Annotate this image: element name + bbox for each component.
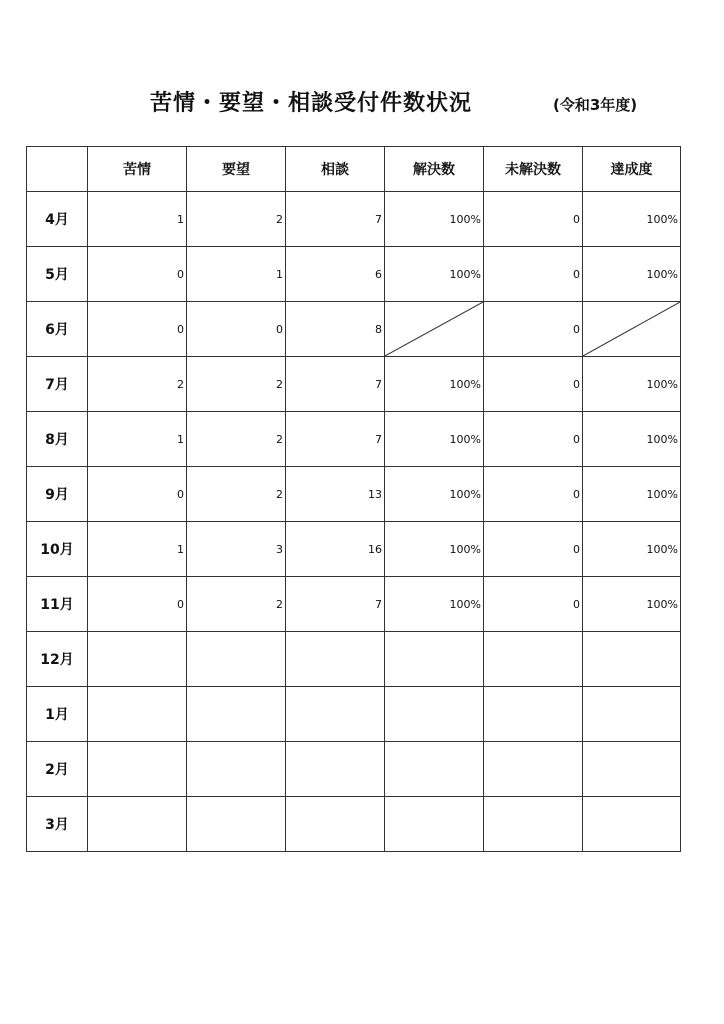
tassei-cell: 100% xyxy=(583,357,681,412)
kujo-cell: 0 xyxy=(88,577,187,632)
table-row xyxy=(27,192,681,247)
kujo-cell: 2 xyxy=(88,357,187,412)
sodan-cell xyxy=(286,742,385,797)
sodan-cell: 7 xyxy=(286,412,385,467)
header-kaiketsu: 解決数 xyxy=(385,147,484,192)
tassei-cell xyxy=(583,742,681,797)
kaiketsu-cell xyxy=(385,632,484,687)
table-row xyxy=(27,687,681,742)
kujo-cell: 1 xyxy=(88,522,187,577)
fiscal-year-label: (令和3年度) xyxy=(553,96,638,114)
kujo-cell xyxy=(88,797,187,852)
yobo-cell: 3 xyxy=(187,522,286,577)
month-cell: 5月 xyxy=(27,247,88,302)
tassei-cell xyxy=(583,797,681,852)
diagonal-slash-line xyxy=(385,302,483,356)
header-yobo: 要望 xyxy=(187,147,286,192)
table-row xyxy=(27,302,681,357)
month-cell: 9月 xyxy=(27,467,88,522)
month-cell: 4月 xyxy=(27,192,88,247)
yobo-cell: 2 xyxy=(187,412,286,467)
sodan-cell: 8 xyxy=(286,302,385,357)
kaiketsu-cell: 100% xyxy=(385,412,484,467)
tassei-cell: 100% xyxy=(583,247,681,302)
kaiketsu-cell: 100% xyxy=(385,577,484,632)
kujo-cell: 1 xyxy=(88,412,187,467)
header-mikaiketsu: 未解決数 xyxy=(484,147,583,192)
header-corner xyxy=(27,147,88,192)
mikaiketsu-cell: 0 xyxy=(484,412,583,467)
table-row xyxy=(27,522,681,577)
sodan-cell: 13 xyxy=(286,467,385,522)
sodan-cell: 16 xyxy=(286,522,385,577)
yobo-cell: 2 xyxy=(187,357,286,412)
kujo-cell: 0 xyxy=(88,302,187,357)
mikaiketsu-cell xyxy=(484,632,583,687)
tassei-cell: 100% xyxy=(583,577,681,632)
sodan-cell: 6 xyxy=(286,247,385,302)
tassei-cell: 100% xyxy=(583,467,681,522)
yobo-cell: 2 xyxy=(187,192,286,247)
month-cell: 6月 xyxy=(27,302,88,357)
month-cell: 7月 xyxy=(27,357,88,412)
tassei-cell xyxy=(583,632,681,687)
kaiketsu-cell: 100% xyxy=(385,467,484,522)
header-tassei: 達成度 xyxy=(583,147,681,192)
month-cell: 2月 xyxy=(27,742,88,797)
kaiketsu-cell xyxy=(385,742,484,797)
sodan-cell: 7 xyxy=(286,357,385,412)
table-row xyxy=(27,797,681,852)
tassei-cell: 100% xyxy=(583,522,681,577)
sodan-cell: 7 xyxy=(286,577,385,632)
kaiketsu-cell: 100% xyxy=(385,247,484,302)
kujo-cell: 1 xyxy=(88,192,187,247)
yobo-cell: 1 xyxy=(187,247,286,302)
sodan-cell xyxy=(286,797,385,852)
mikaiketsu-cell xyxy=(484,687,583,742)
mikaiketsu-cell xyxy=(484,797,583,852)
tassei-cell: 100% xyxy=(583,412,681,467)
table-row xyxy=(27,577,681,632)
mikaiketsu-cell xyxy=(484,742,583,797)
table-row xyxy=(27,632,681,687)
month-cell: 3月 xyxy=(27,797,88,852)
kaiketsu-cell xyxy=(385,797,484,852)
header-kujo: 苦情 xyxy=(88,147,187,192)
mikaiketsu-cell: 0 xyxy=(484,247,583,302)
table-row xyxy=(27,247,681,302)
document-title: 苦情・要望・相談受付件数状況 xyxy=(150,91,473,116)
header-row xyxy=(27,147,681,192)
kaiketsu-cell xyxy=(385,687,484,742)
month-cell: 12月 xyxy=(27,632,88,687)
yobo-cell: 0 xyxy=(187,302,286,357)
yobo-cell xyxy=(187,632,286,687)
mikaiketsu-cell: 0 xyxy=(484,357,583,412)
yobo-cell xyxy=(187,797,286,852)
kaiketsu-cell-slashed xyxy=(385,302,484,357)
yobo-cell: 2 xyxy=(187,577,286,632)
kujo-cell xyxy=(88,687,187,742)
kaiketsu-cell: 100% xyxy=(385,357,484,412)
kujo-cell xyxy=(88,632,187,687)
tassei-cell xyxy=(583,687,681,742)
month-cell: 8月 xyxy=(27,412,88,467)
kujo-cell xyxy=(88,742,187,797)
mikaiketsu-cell: 0 xyxy=(484,467,583,522)
table-row xyxy=(27,412,681,467)
mikaiketsu-cell: 0 xyxy=(484,577,583,632)
table-row xyxy=(27,742,681,797)
mikaiketsu-cell: 0 xyxy=(484,522,583,577)
kaiketsu-cell: 100% xyxy=(385,522,484,577)
yobo-cell: 2 xyxy=(187,467,286,522)
yobo-cell xyxy=(187,687,286,742)
mikaiketsu-cell: 0 xyxy=(484,302,583,357)
header-sodan: 相談 xyxy=(286,147,385,192)
month-cell: 11月 xyxy=(27,577,88,632)
table-row xyxy=(27,357,681,412)
table-row xyxy=(27,467,681,522)
kujo-cell: 0 xyxy=(88,247,187,302)
sodan-cell xyxy=(286,687,385,742)
month-cell: 10月 xyxy=(27,522,88,577)
diagonal-slash-line xyxy=(583,302,680,356)
reception-count-table xyxy=(26,146,681,852)
sodan-cell xyxy=(286,632,385,687)
sodan-cell: 7 xyxy=(286,192,385,247)
tassei-cell-slashed xyxy=(583,302,681,357)
yobo-cell xyxy=(187,742,286,797)
kaiketsu-cell: 100% xyxy=(385,192,484,247)
month-cell: 1月 xyxy=(27,687,88,742)
mikaiketsu-cell: 0 xyxy=(484,192,583,247)
kujo-cell: 0 xyxy=(88,467,187,522)
tassei-cell: 100% xyxy=(583,192,681,247)
